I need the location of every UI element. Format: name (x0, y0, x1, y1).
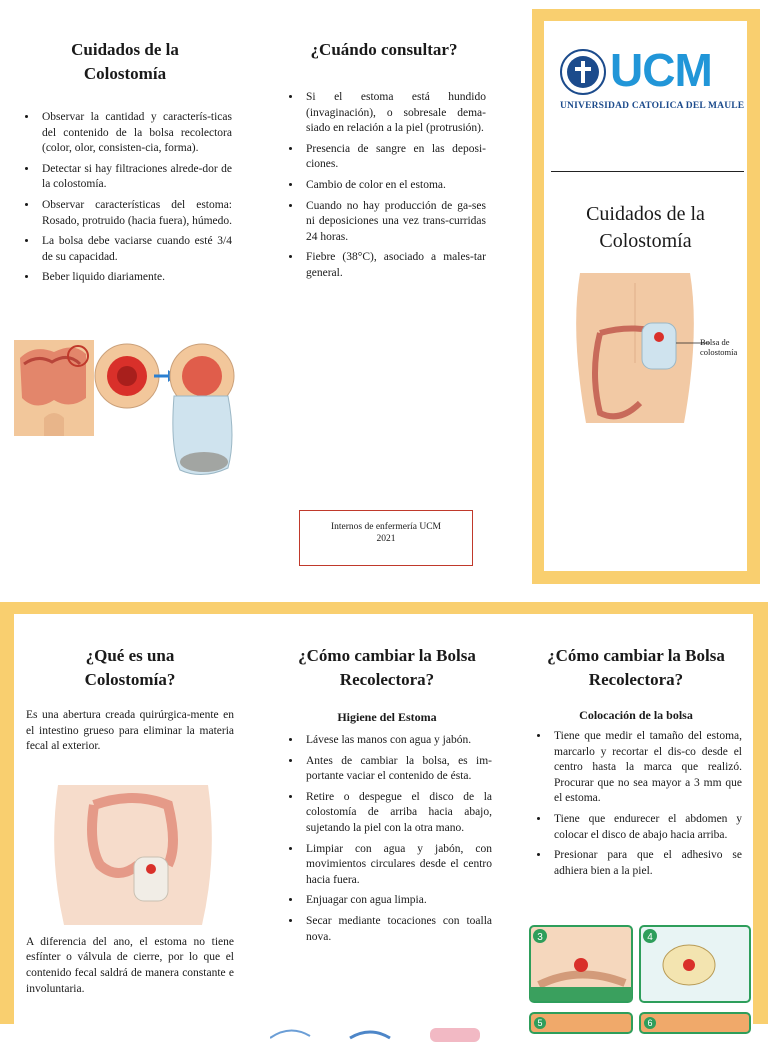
consult-list (282, 90, 486, 282)
stoma-illustration (14, 338, 244, 480)
care-item: • Observar características del estoma: Rosado, protruido (hacia fuera), húmedo. (38, 198, 232, 229)
hygiene-list (282, 733, 492, 945)
hygiene-item: • Limpiar con agua y jabón, con movimientos circulares desde el centro hacia fuera. (302, 842, 492, 889)
consult-item: • Si el estoma está hundido (invaginación), o sobresale dema-siado en relación a la piel (protrusión). (302, 90, 486, 137)
placement-title: ¿Cómo cambiar la Bolsa Recolectora? (547, 646, 725, 689)
care-item: • Beber liquido diariamente. (38, 270, 232, 286)
consult-item: • Fiebre (38°C), asociado a males-tar general. (302, 250, 486, 281)
care-item: • Observar la cantidad y caracterís-ticas del contenido de la bolsa recolectora (color, olor, consisten-cia, forma). (38, 110, 232, 157)
care-item: • La bolsa debe vaciarse cuando esté 3/4 de su capacidad. (38, 234, 232, 265)
placement-subtitle: Colocación de la bolsa (579, 708, 693, 722)
figure-label: Bolsa de colostomía (700, 337, 738, 357)
cover-title: Cuidados de la Colostomía (586, 203, 705, 252)
what-is-section (26, 644, 234, 997)
divider (551, 171, 744, 172)
hygiene-section (282, 644, 492, 950)
placement-item: • Tiene que medir el tamaño del estoma, marcarlo y recortar el dis-co desde el centro hasta la marca que realizó. Procurar que no sea mayor a 3 mm que el estoma. (550, 729, 742, 807)
step-number: 5 (537, 1018, 543, 1028)
ucm-logo-subtitle: UNIVERSIDAD CATOLICA DEL MAULE (560, 101, 745, 111)
step-number: 6 (647, 1018, 653, 1028)
placement-section (530, 644, 742, 884)
consult-title: ¿Cuándo consultar? (310, 40, 458, 59)
university-seal-icon (560, 49, 606, 95)
consult-item: • Cambio de color en el estoma. (302, 178, 486, 194)
what-is-title: ¿Qué es una Colostomía? (84, 646, 176, 689)
placement-item: • Presionar para que el adhesivo se adhiera bien a la piel. (550, 848, 742, 879)
colon-illustration (48, 785, 218, 925)
care-list (18, 110, 232, 286)
hygiene-item: • Secar mediante tocaciones con toalla nova. (302, 914, 492, 945)
ucm-logo-text: UCM (610, 44, 712, 96)
step-number: 4 (647, 932, 653, 943)
credits-line: Internos de enfermería UCM (330, 522, 441, 532)
care-section (18, 38, 232, 291)
hygiene-item: • Lávese las manos con agua y jabón. (302, 733, 492, 749)
ucm-logo (560, 44, 745, 119)
credits-box (299, 510, 473, 566)
hygiene-subtitle: Higiene del Estoma (337, 710, 437, 724)
hygiene-illustration (270, 1024, 500, 1044)
torso-illustration (560, 273, 750, 433)
placement-item: • Tiene que endurecer el abdomen y colocar el disco de abajo hacia arriba. (550, 812, 742, 843)
brochure-inside (0, 602, 768, 1028)
consult-item: • Presencia de sangre en las deposi-ciones. (302, 142, 486, 173)
hygiene-item: • Retire o despegue el disco de la colostomía de arriba hacia abajo, sujetando la piel con la otra mano. (302, 790, 492, 837)
step-number: 3 (537, 932, 543, 943)
consult-item: • Cuando no hay producción de ga-ses ni deposiciones una vez trans-curridas 24 horas. (302, 199, 486, 246)
hygiene-item: • Enjuagar con agua limpia. (302, 893, 492, 909)
placement-list (530, 729, 742, 879)
definition-paragraph: Es una abertura creada quirúrgica-mente en el intestino grueso para eliminar la materia fecal al exterior. (26, 709, 234, 753)
care-item: • Detectar si hay filtraciones alrede-dor de la colostomía. (38, 162, 232, 193)
when-to-consult-section (282, 38, 486, 287)
stoma-note-paragraph: A diferencia del ano, el estoma no tiene esfínter o válvula de cierre, por lo que el contenido fecal saldrá de manera constante e involuntaria. (26, 935, 234, 995)
placement-steps (529, 925, 753, 1035)
credits-year: 2021 (376, 534, 396, 544)
change-bag-title: ¿Cómo cambiar la Bolsa Recolectora? (298, 646, 476, 689)
care-title: Cuidados de la Colostomía (71, 40, 179, 83)
hygiene-item: • Antes de cambiar la bolsa, es im-portante vaciar el contenido de ésta. (302, 754, 492, 785)
cover-panel (532, 9, 760, 584)
